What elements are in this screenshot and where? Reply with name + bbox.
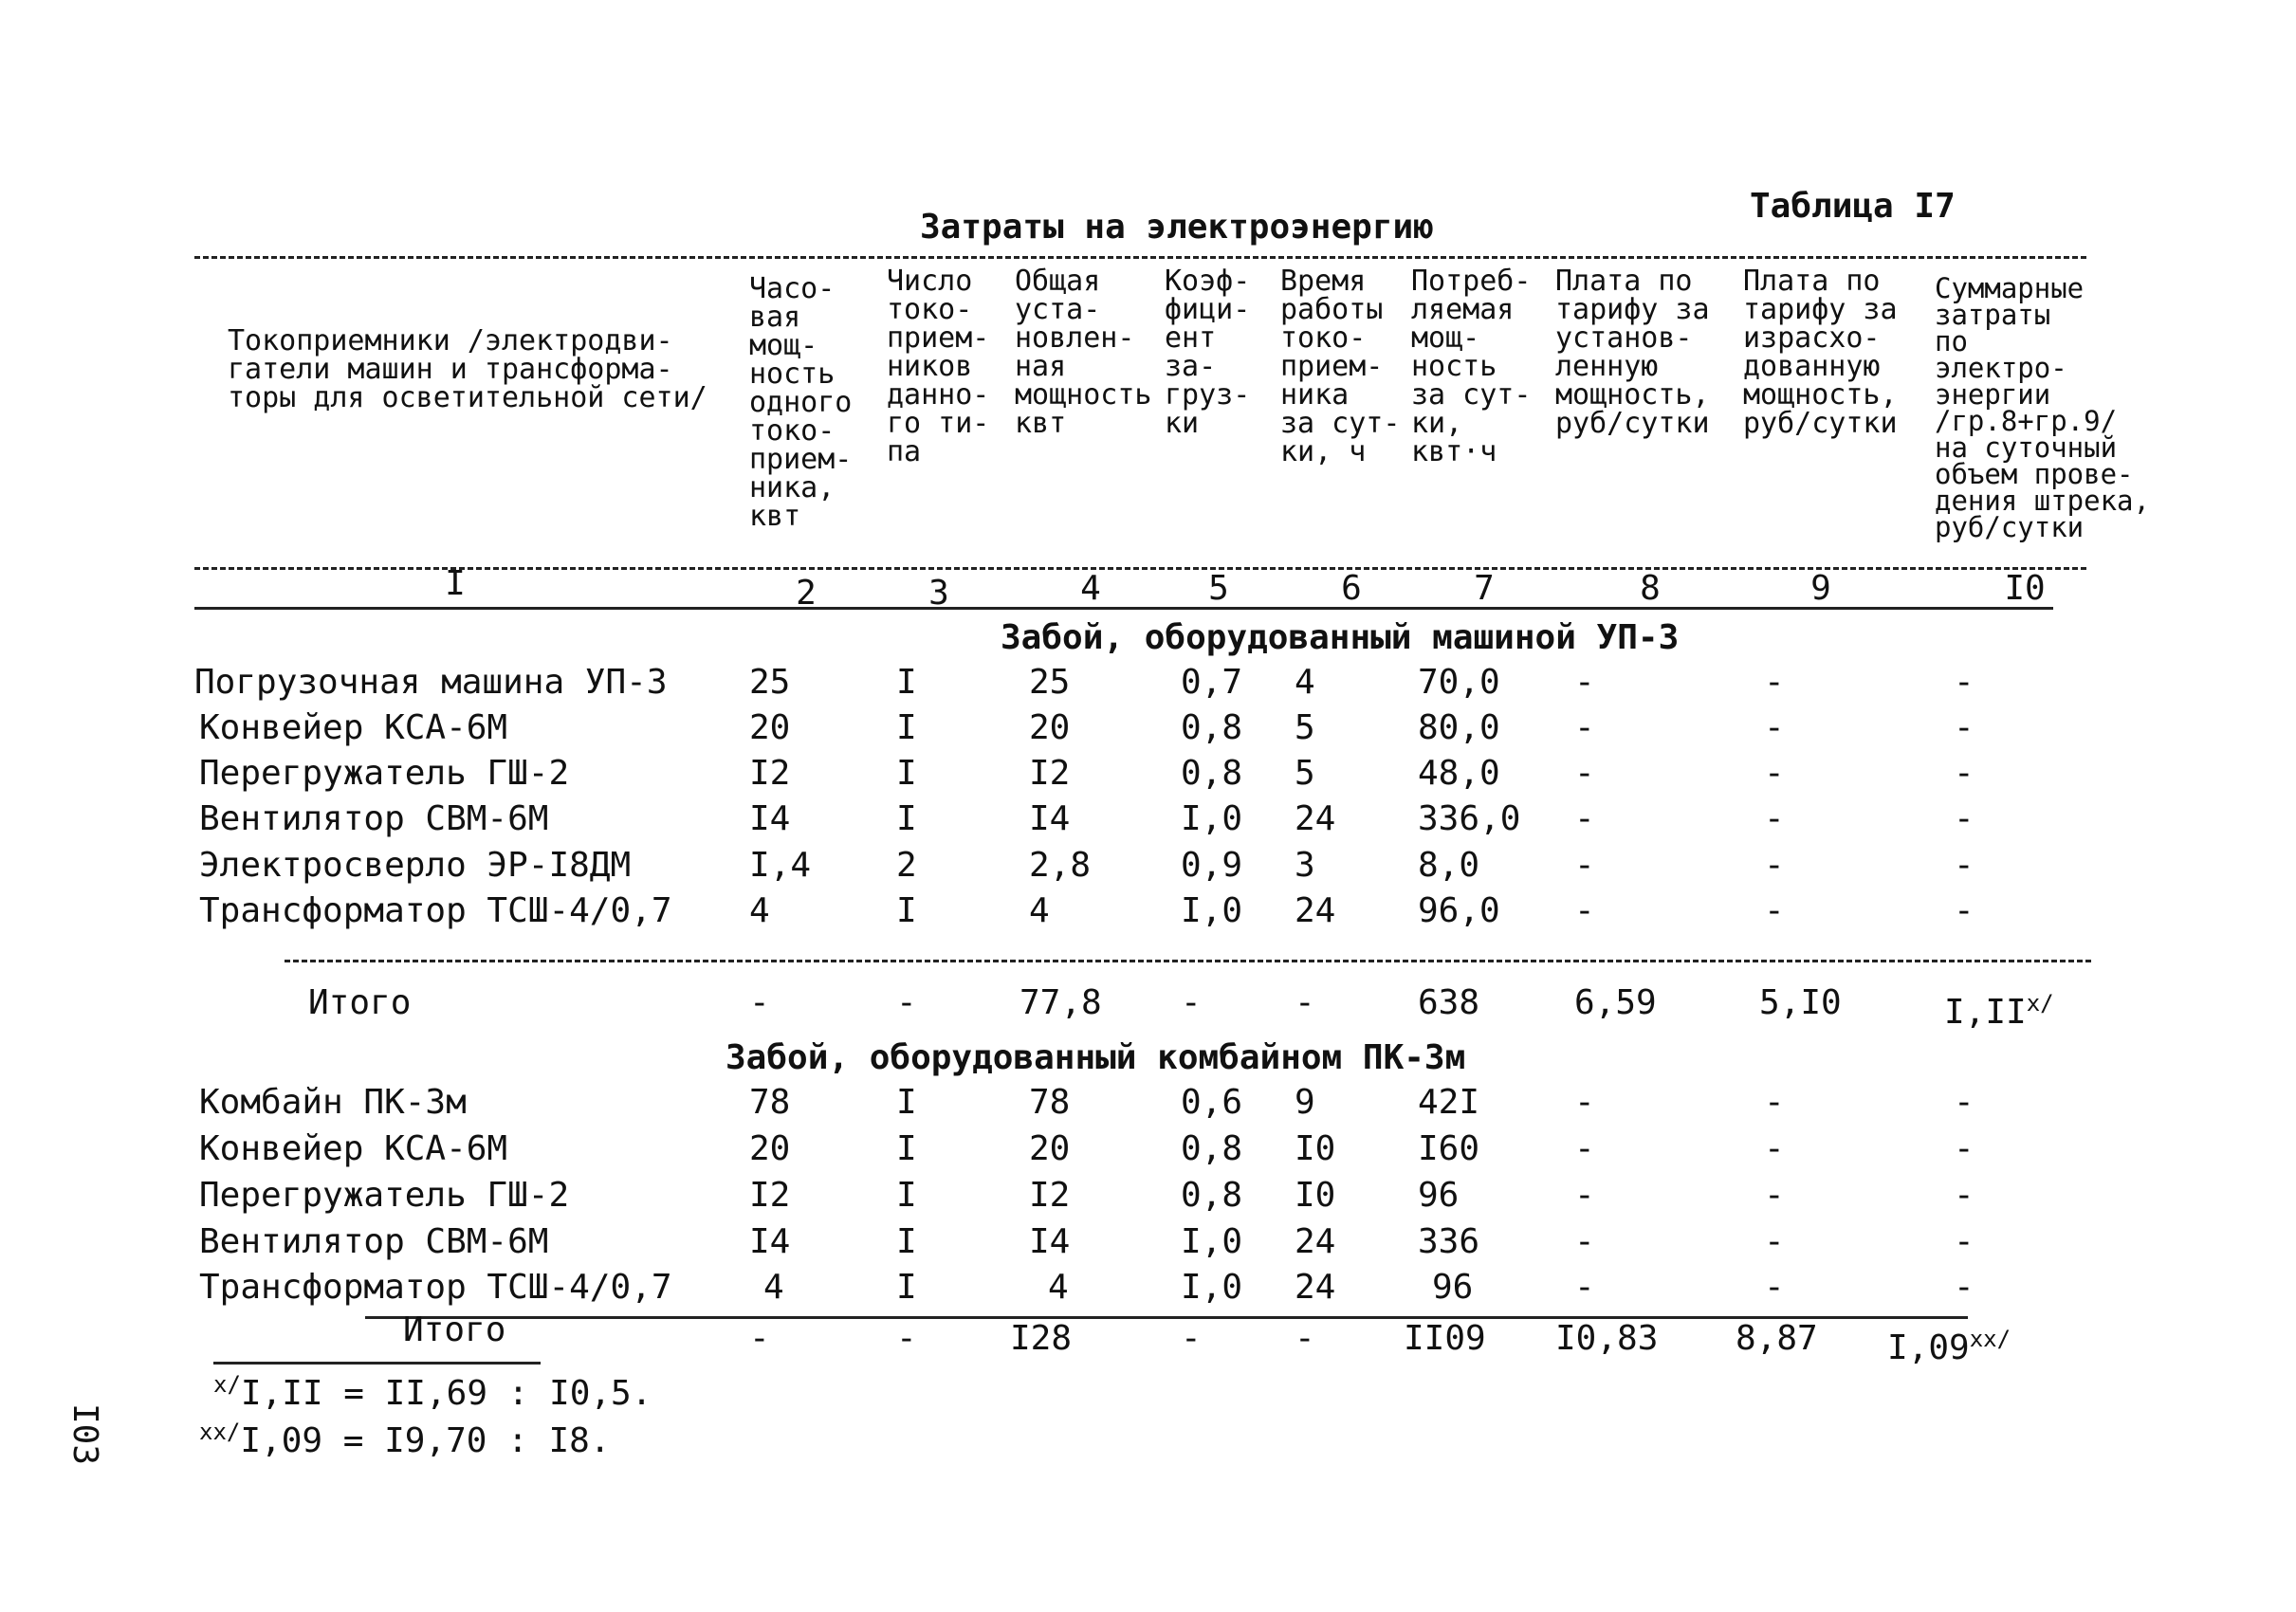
table-cell: - <box>1574 1129 1595 1168</box>
table-cell: - <box>1764 754 1785 793</box>
table-cell: 0,9 <box>1181 846 1243 885</box>
table-cell: 2 <box>896 846 917 885</box>
table-cell: I,0 <box>1181 1222 1243 1261</box>
column-number-10: I0 <box>2004 569 2046 608</box>
table-cell: 80,0 <box>1418 708 1500 747</box>
table-cell: I,0 <box>1181 1268 1243 1307</box>
table-cell: - <box>1764 799 1785 838</box>
table-cell: 20 <box>749 1129 791 1168</box>
table-cell: 25 <box>749 663 791 702</box>
column-numbers-rule <box>194 607 2053 610</box>
table-cell: - <box>1954 754 1975 793</box>
table-cell: I0 <box>1295 1129 1336 1168</box>
section-1-title: Забой, оборудованный машиной УП-3 <box>1001 618 1680 657</box>
table-cell: I4 <box>749 799 791 838</box>
table-cell: - <box>1181 1319 1202 1358</box>
footnote-mark: xx/ <box>1969 1326 2011 1352</box>
table-cell: 5 <box>1295 754 1315 793</box>
table-cell: 0,8 <box>1181 754 1243 793</box>
table-cell: - <box>1574 663 1595 702</box>
table-cell: 24 <box>1295 1222 1336 1261</box>
table-cell: 96 <box>1432 1268 1474 1307</box>
table-cell: - <box>1295 1319 1315 1358</box>
table-cell: 6,59 <box>1574 983 1657 1022</box>
table-cell: 0,8 <box>1181 708 1243 747</box>
table-cell: I <box>896 663 917 702</box>
header-col-9: Плата по тарифу за израсхо- дованную мощность, руб/сутки <box>1743 265 1898 440</box>
table-row: Электросверло ЭР-I8ДМ <box>199 846 632 885</box>
column-number-3: 3 <box>928 574 949 613</box>
column-number-7: 7 <box>1474 569 1495 608</box>
table-cell: 48,0 <box>1418 754 1500 793</box>
table-cell: 5,I0 <box>1759 983 1842 1022</box>
table-row: Трансформатор ТСШ-4/0,7 <box>199 1268 672 1307</box>
table-cell: - <box>1954 708 1975 747</box>
table-row: Перегружатель ГШ-2 <box>199 754 570 793</box>
table-cell: - <box>1574 891 1595 930</box>
footnote-1: $^{x/}$I,II = II,69 : I0,5. <box>213 1371 652 1413</box>
table-cell: - <box>1574 1268 1595 1307</box>
table-cell: - <box>1574 846 1595 885</box>
table-cell: 336 <box>1418 1222 1480 1261</box>
table-cell: 4 <box>763 1268 784 1307</box>
table-cell: 24 <box>1295 1268 1336 1307</box>
table-cell: - <box>1764 663 1785 702</box>
header-top-rule <box>194 256 2086 259</box>
table-cell: 77,8 <box>1019 983 1102 1022</box>
table-cell: 78 <box>749 1083 791 1122</box>
section-2-title: Забой, оборудованный комбайном ПК-3м <box>726 1038 1466 1077</box>
table-cell: - <box>1764 1083 1785 1122</box>
table-cell: - <box>1181 983 1202 1022</box>
table-cell: I <box>896 799 917 838</box>
table-cell: - <box>1295 983 1315 1022</box>
table-cell: 0,6 <box>1181 1083 1243 1122</box>
header-col-1: Токоприемники /электродви- гатели машин и трансформа- торы для осветительной сети/ <box>228 324 707 414</box>
table-cell: 0,8 <box>1181 1129 1243 1168</box>
table-cell: I0 <box>1295 1176 1336 1215</box>
table-cell: 2,8 <box>1029 846 1092 885</box>
table-cell: - <box>1954 1083 1975 1122</box>
column-number-4: 4 <box>1080 569 1101 608</box>
table-row: Конвейер КСА-6М <box>199 708 508 747</box>
column-number-5: 5 <box>1208 569 1229 608</box>
table-cell: - <box>1764 846 1785 885</box>
table-cell: I0,83 <box>1555 1319 1659 1358</box>
table-cell: - <box>1764 1129 1785 1168</box>
table-cell: - <box>1574 1222 1595 1261</box>
table-cell: I2 <box>749 1176 791 1215</box>
table-cell: - <box>1954 663 1975 702</box>
table-cell: - <box>1574 1176 1595 1215</box>
column-number-1: I <box>445 564 466 603</box>
table-cell: I <box>896 1268 917 1307</box>
table-cell: 8,87 <box>1736 1319 1818 1358</box>
table-cell: 24 <box>1295 891 1336 930</box>
column-number-9: 9 <box>1810 569 1831 608</box>
table-cell: II09 <box>1404 1319 1486 1358</box>
table-cell: 4 <box>1295 663 1315 702</box>
page-number: I03 <box>65 1403 104 1466</box>
table-cell: I,4 <box>749 846 812 885</box>
table-title: Затраты на электроэнергию <box>920 208 1434 247</box>
table-cell: I <box>896 754 917 793</box>
header-col-7: Потреб- ляемая мощ- ность за сут- ки, квт·ч <box>1411 265 1532 468</box>
section-1-total-rule <box>285 960 2091 962</box>
table-cell: 9 <box>1295 1083 1315 1122</box>
table-cell: I,0 <box>1181 891 1243 930</box>
table-cell: I60 <box>1418 1129 1480 1168</box>
column-number-2: 2 <box>796 574 817 613</box>
table-cell: I28 <box>1010 1319 1073 1358</box>
table-row: Конвейер КСА-6М <box>199 1129 508 1168</box>
section-2-total-rule <box>365 1316 1968 1319</box>
table-cell: - <box>896 983 917 1022</box>
table-cell: - <box>1954 1176 1975 1215</box>
table-cell: 96 <box>1418 1176 1460 1215</box>
header-col-4: Общая уста- новлен- ная мощность квт <box>1015 265 1152 440</box>
footnote-mark: xx/ <box>199 1419 241 1445</box>
table-cell: 4 <box>749 891 770 930</box>
table-cell: - <box>1764 1268 1785 1307</box>
table-cell: - <box>1574 708 1595 747</box>
table-cell: 4 <box>1048 1268 1069 1307</box>
table-cell: I2 <box>1029 1176 1071 1215</box>
table-row: Вентилятор СВМ-6М <box>199 799 549 838</box>
table-cell: - <box>1954 846 1975 885</box>
header-col-3: Число токо- прием- ников данно- го ти- па <box>887 265 990 468</box>
footnote-rule <box>213 1362 541 1365</box>
table-cell: 5 <box>1295 708 1315 747</box>
total-label: Итого <box>308 983 412 1022</box>
column-number-8: 8 <box>1640 569 1661 608</box>
table-cell: - <box>1954 1268 1975 1307</box>
header-col-2: Часо- вая мощ- ность одного токо- прием- ника, квт <box>749 272 853 533</box>
table-row: Перегружатель ГШ-2 <box>199 1176 570 1215</box>
table-row: Комбайн ПК-3м <box>199 1083 467 1122</box>
table-cell: 96,0 <box>1418 891 1500 930</box>
table-cell: - <box>1954 1129 1975 1168</box>
total-label: Итого <box>403 1310 506 1349</box>
table-cell: I4 <box>1029 799 1071 838</box>
table-cell: I4 <box>1029 1222 1071 1261</box>
table-cell: I <box>896 708 917 747</box>
table-cell: 0,8 <box>1181 1176 1243 1215</box>
table-cell: I2 <box>1029 754 1071 793</box>
table-cell: I2 <box>749 754 791 793</box>
table-row: Вентилятор СВМ-6М <box>199 1222 549 1261</box>
table-cell: 3 <box>1295 846 1315 885</box>
header-col-10: Суммарные затраты по электро- энергии /гр.8+гр.9/ на суточный объем прове- дения штрека, руб/сутки <box>1935 272 2150 543</box>
header-col-8: Плата по тарифу за установ- ленную мощность, руб/сутки <box>1555 265 1710 440</box>
table-cell: I,0 <box>1181 799 1243 838</box>
header-col-6: Время работы токо- прием- ника за сут- ки, ч <box>1280 265 1401 468</box>
table-cell: - <box>1954 799 1975 838</box>
column-number-6: 6 <box>1341 569 1362 608</box>
table-cell: - <box>1574 799 1595 838</box>
table-cell: I <box>896 891 917 930</box>
table-cell: 24 <box>1295 799 1336 838</box>
table-cell: 336,0 <box>1418 799 1521 838</box>
table-cell: 0,7 <box>1181 663 1243 702</box>
table-cell: - <box>896 1319 917 1358</box>
table-cell: 8,0 <box>1418 846 1480 885</box>
footnote-2: $^{xx/}$I,09 = I9,70 : I8. <box>199 1419 611 1460</box>
table-cell: - <box>1764 891 1785 930</box>
table-cell: - <box>1574 1083 1595 1122</box>
footnote-mark: x/ <box>2026 990 2054 1017</box>
table-cell: I <box>896 1083 917 1122</box>
table-row: Трансформатор ТСШ-4/0,7 <box>199 891 672 930</box>
table-cell: - <box>749 983 770 1022</box>
table-cell: - <box>1574 754 1595 793</box>
table-cell: - <box>1764 708 1785 747</box>
table-cell: 20 <box>749 708 791 747</box>
table-row: Погрузочная машина УП-3 <box>194 663 668 702</box>
table-cell: $I,II^{x/}$ <box>1944 990 2054 1032</box>
table-cell: - <box>1764 1222 1785 1261</box>
table-cell: 4 <box>1029 891 1050 930</box>
table-cell: 25 <box>1029 663 1071 702</box>
table-cell: 638 <box>1418 983 1480 1022</box>
table-cell: - <box>1954 1222 1975 1261</box>
table-cell: I <box>896 1176 917 1215</box>
table-cell: - <box>1764 1176 1785 1215</box>
header-col-5: Коэф- фици- ент за- груз- ки <box>1165 265 1251 440</box>
table-cell: I <box>896 1222 917 1261</box>
table-cell: 70,0 <box>1418 663 1500 702</box>
table-cell: 20 <box>1029 1129 1071 1168</box>
table-label: Таблица I7 <box>1750 187 1956 226</box>
footnote-mark: x/ <box>213 1371 241 1398</box>
table-cell: 78 <box>1029 1083 1071 1122</box>
table-cell: - <box>749 1319 770 1358</box>
table-cell: $I,09^{xx/}$ <box>1887 1326 2011 1367</box>
table-cell: I <box>896 1129 917 1168</box>
table-cell: I4 <box>749 1222 791 1261</box>
table-cell: 42I <box>1418 1083 1480 1122</box>
table-cell: 20 <box>1029 708 1071 747</box>
table-cell: - <box>1954 891 1975 930</box>
